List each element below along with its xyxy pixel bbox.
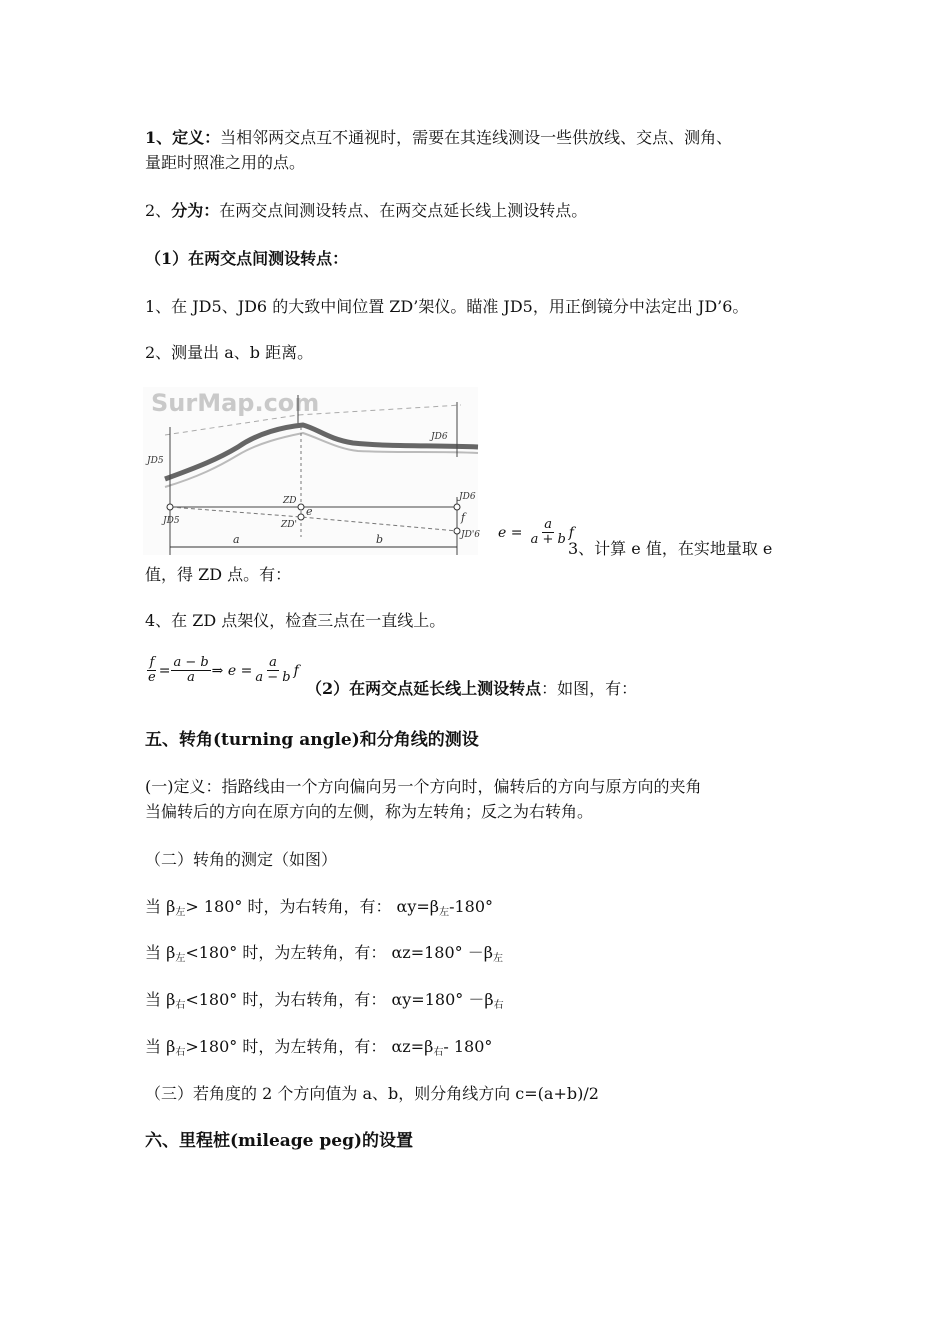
- rule-3: [145, 989, 504, 1014]
- formula-f-frac2-num: a − b: [173, 655, 209, 670]
- definition-para-cont: 量距时照准之用的点。: [145, 153, 306, 172]
- formula-e-num: a: [544, 517, 553, 532]
- rule-4-a: 当 β: [145, 1037, 176, 1056]
- watermark: SurMap.com: [151, 389, 320, 417]
- rule-4-sub: 右: [175, 1047, 186, 1058]
- rule-3-b: <180° 时，为右转角，有： αy=180° －β: [185, 990, 494, 1009]
- rule-1-a: 当 β: [145, 897, 176, 916]
- rule-2-b: <180° 时，为左转角，有： αz=180° －β: [185, 943, 493, 962]
- bisector-para: （三）若角度的 2 个方向值为 a、b，则分角线方向 c=(a+b)/2: [145, 1084, 599, 1103]
- rule-4-sub2: 右: [433, 1047, 444, 1058]
- label-jd6-bottom: JD6: [459, 492, 476, 502]
- rule-1-sub2: 左: [439, 907, 450, 918]
- survey-diagram: [143, 387, 481, 555]
- rule-4: [145, 1036, 492, 1061]
- division-prefix: 2、: [145, 201, 172, 220]
- formula-f-frac2-den: a: [187, 670, 195, 685]
- rule-3-sub2: 右: [493, 1000, 504, 1011]
- turning-definition: (一)定义：指路线由一个方向偏向另一个方向时，偏转后的方向与原方向的夹角: [145, 777, 702, 796]
- rule-1-c: -180°: [449, 897, 494, 916]
- rule-3-a: 当 β: [145, 990, 176, 1009]
- rule-3-sub: 右: [175, 1000, 186, 1011]
- section-6-heading: 六、里程桩(mileage peg)的设置: [145, 1131, 414, 1151]
- rule-2: [145, 942, 503, 967]
- rule-4-c: - 180°: [443, 1037, 493, 1056]
- rule-2-sub2: 左: [492, 953, 503, 964]
- formula-f-frac2: [171, 656, 210, 685]
- formula-f-frac3-num: a: [269, 655, 277, 670]
- division-label: 分为：: [171, 201, 220, 220]
- division-para: [145, 200, 587, 222]
- definition-text: 当相邻两交点互不通视时，需要在其连线测设一些供放线、交点、测角、: [220, 128, 733, 147]
- subheading-2-text: ：如图，有：: [541, 679, 638, 698]
- turning-definition-cont: 当偏转后的方向在原方向的左侧，称为左转角；反之为右转角。: [145, 802, 594, 821]
- step-4: 4、在 ZD 点架仪，检查三点在一直线上。: [145, 611, 446, 630]
- subheading-1: （1）在两交点间测设转点：: [145, 249, 349, 268]
- label-jd5-top: JD5: [147, 456, 164, 466]
- formula-f-frac1: [146, 656, 158, 685]
- label-jd6-prime: JD'6: [461, 530, 481, 540]
- formula-e-den: a + b: [530, 532, 566, 547]
- formula-f-tail: f: [293, 663, 299, 679]
- step-2: 2、测量出 a、b 距离。: [145, 343, 314, 362]
- rule-2-sub: 左: [175, 953, 186, 964]
- formula-f: [145, 656, 299, 685]
- formula-f-eq: =: [158, 663, 171, 679]
- step-1: 1、在 JD5、JD6 的大致中间位置 ZD’架仪。瞄准 JD5，用正倒镜分中法定出 JD’6。: [145, 297, 749, 316]
- formula-f-frac3: [253, 656, 292, 685]
- rule-1-b: > 180° 时，为右转角，有： αy=β: [185, 897, 440, 916]
- label-zd: ZD: [283, 496, 297, 506]
- definition-label: 1、定义：: [145, 128, 221, 147]
- formula-e-fraction: [529, 518, 568, 547]
- turning-measure: （二）转角的测定（如图）: [145, 850, 338, 869]
- formula-f-frac1-den: e: [148, 670, 156, 685]
- label-e: e: [306, 505, 313, 518]
- division-text: 在两交点间测设转点、在两交点延长线上测设转点。: [219, 201, 588, 220]
- formula-e-tail: f: [568, 525, 574, 541]
- subheading-2-label: （2）在两交点延长线上测设转点: [306, 679, 542, 698]
- label-jd5-bottom: JD5: [163, 516, 180, 526]
- section-5-heading: 五、转角(turning angle)和分角线的测设: [145, 730, 479, 750]
- survey-figure: [143, 387, 481, 555]
- label-zd-prime: ZD': [281, 520, 297, 530]
- step-3-cont: 值，得 ZD 点。有：: [145, 565, 292, 584]
- rule-4-b: >180° 时，为左转角，有： αz=β: [185, 1037, 434, 1056]
- label-a: a: [233, 533, 240, 546]
- label-b: b: [376, 533, 384, 546]
- formula-e-lhs: e =: [498, 525, 523, 541]
- rule-1: [145, 896, 493, 921]
- rule-1-sub: 左: [175, 907, 186, 918]
- label-jd6-top: JD6: [431, 432, 448, 442]
- formula-f-frac1-num: f: [149, 655, 155, 670]
- rule-2-a: 当 β: [145, 943, 176, 962]
- formula-e: [498, 518, 574, 547]
- formula-f-frac3-den: a − b: [255, 670, 291, 685]
- subheading-2: [306, 678, 637, 700]
- step-3: 3、计算 e 值，在实地量取 e: [568, 539, 773, 558]
- formula-f-implies: ⇒ e =: [211, 663, 253, 679]
- label-f: f: [461, 511, 466, 524]
- definition-para: [145, 127, 732, 149]
